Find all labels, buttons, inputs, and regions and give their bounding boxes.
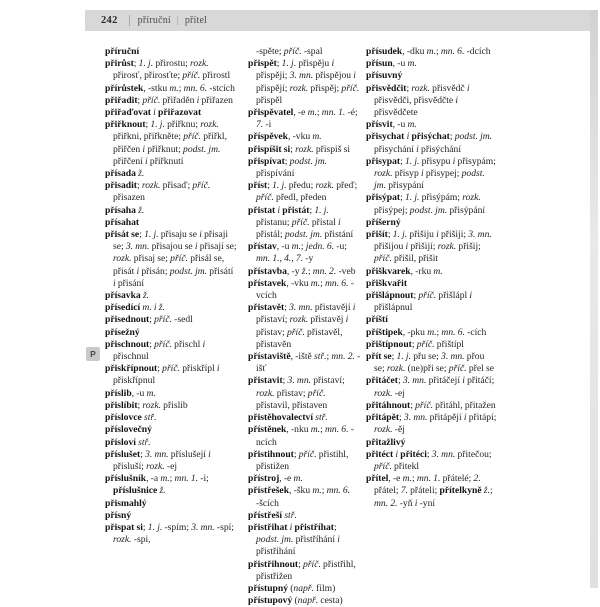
dictionary-entry: přistat i přistát; 1. j. přistanu; příč. přistal i přistál; podst. jm. přistání — [248, 204, 354, 241]
dictionary-entry: příštipek, -pku m.; mn. 6. -cích — [366, 326, 487, 338]
dictionary-entry: přitáčet; 3. mn. přitáčejí i přitáčí; rozk. -ej — [366, 375, 495, 399]
guide-word-separator: | — [176, 15, 179, 26]
dictionary-entry: přispěvatel, -e m.; mn. 1. -é; 7. -i — [248, 107, 358, 131]
column-1 — [105, 46, 238, 546]
dictionary-entry: příslovce stř. — [105, 412, 157, 424]
dictionary-entry: přísun, -u m. — [366, 58, 417, 70]
dictionary-entry: přisvědčit; rozk. přisvědč i přisvědči, přisvědčte i přisvědčete — [366, 82, 470, 119]
dictionary-entry: příslušet; 3. mn. příslušejí i přísluší; rozk. -ej — [105, 448, 211, 472]
dictionary-entry: přiřaďovat i přiřazovat — [105, 107, 202, 119]
dictionary-entry: přismahlý — [105, 497, 147, 509]
page-number: 242 — [101, 15, 118, 26]
dictionary-entry: přisychat i přisýchat; podst. jm. přisychání i přisýchání — [366, 131, 493, 155]
dictionary-entry: přístupný (např. film) — [248, 582, 336, 594]
dictionary-entry: přislíbit; rozk. přislib — [105, 399, 188, 411]
dictionary-entry: přistihnout; příč. přistihl, přistižen — [248, 448, 349, 472]
dictionary-entry: přísuvný — [366, 70, 403, 82]
dictionary-entry: přitažlivý — [366, 436, 406, 448]
dictionary-entry: přisýpat; 1. j. přisýpám; rozk. přisýpej; podst. jm. přisýpání — [366, 192, 486, 216]
dictionary-entry: příruční — [105, 46, 140, 57]
dictionary-entry: přístřešek, -šku m.; mn. 6. -šcích — [248, 485, 351, 509]
dictionary-entry: příšerný — [366, 216, 401, 228]
dictionary-entry: přístěnek, -nku m.; mn. 6. -ncích — [248, 424, 354, 448]
guide-word-last: přítel — [184, 15, 208, 26]
dictionary-entry: přít se; 1. j. přu se; 3. mn. přou se; rozk. (ne)při se; příč. přel se — [366, 351, 494, 375]
header-divider — [129, 15, 130, 26]
dictionary-entry: přísloví stř. — [105, 436, 151, 448]
dictionary-entry: přiřadit; příč. přiřaděn i přiřazen — [105, 94, 233, 106]
dictionary-entry: příslovečný — [105, 424, 152, 436]
guide-word-first: příruční — [137, 15, 171, 26]
dictionary-entry: přístroj, -e m. — [248, 473, 303, 485]
dictionary-entry: přísedící m. i ž. — [105, 302, 165, 314]
dictionary-entry: přisát se; 1. j. přisaju se i přisaji se; 3. mn. přisajou se i přisají se; rozk. přisaj se; příč. přisál se, přisát i přisán; podst. jm. přisátí i přisání — [105, 229, 237, 289]
page-header — [85, 10, 597, 31]
dictionary-entry: přístřeší stř. — [248, 509, 297, 521]
dictionary-entry: přístavek, -vku m.; mn. 6. -vcích — [248, 277, 354, 302]
dictionary-entry: přitéct i přitéci; 3. mn. přitečou; příč. přitekl — [366, 448, 492, 472]
dictionary-entry: příst; 1. j. předu; rozk. přeď; příč. předl, předen — [248, 180, 358, 204]
dictionary-entry: přišít; 1. j. přišiju i přišiji; 3. mn. přišijou i přišijí; rozk. přišij; příč. přišil, přišit — [366, 229, 492, 265]
dictionary-entry: přísahat — [105, 216, 140, 228]
dictionary-entry: přispět; 1. j. přispěju i přispěji; 3. mn. přispějou i přispějí; rozk. přispěj; příč. přispěl — [248, 58, 360, 106]
dictionary-entry: přistřihat i přistříhat; podst. jm. přistříhání i přistřihání — [248, 521, 340, 558]
dictionary-entry: přisednout; příč. -sedl — [105, 314, 193, 326]
dictionary-entry: přístavba, -y ž.; mn. 2. -veb — [248, 265, 356, 277]
dictionary-entry: přispat si; 1. j. -spím; 3. mn. -spí; rozk. -spi, — [105, 521, 234, 546]
dictionary-entry: přispívat; podst. jm. přispívání — [248, 155, 328, 180]
dictionary-entry: přísada ž. — [105, 168, 145, 180]
dictionary-entry-continuation: -spěte; příč. -spal — [256, 46, 323, 57]
thumb-index-tab-p: P — [86, 347, 100, 361]
dictionary-entry: přístaviště, -iště stř.; mn. 2. -išť — [248, 351, 361, 375]
column-2 — [248, 46, 361, 607]
dictionary-entry: příspěvek, -vku m. — [248, 131, 322, 143]
dictionary-entry: příslušník, -a m.; mn. 1. -i; příslušnice ž. — [105, 473, 209, 497]
page-edge-shading — [590, 10, 598, 588]
dictionary-entry: přísný — [105, 509, 132, 521]
dictionary-entry: přistřihnout; příč. přistřihl, přistřižen — [248, 558, 356, 582]
column-3 — [366, 46, 497, 510]
dictionary-entry: přištípnout; příč. přištípl — [366, 338, 464, 350]
dictionary-entry: přísvit, -u m. — [366, 119, 417, 131]
dictionary-entry: přiškvařit — [366, 277, 408, 289]
dictionary-entry: příslib, -u m. — [105, 387, 156, 399]
dictionary-entry: přiřknout; 1. j. přiřknu; rozk. přiřkni, přiřkněte; příč. přiřkl, přiřčen i přiřknut; podst. jm. přiřčení i přiřknutí — [105, 119, 227, 167]
dictionary-entry: přísežný — [105, 326, 140, 338]
dictionary-entry: přítel, -e m.; mn. 1. přátelé; 2. přátel; 7. přáteli; přítelkyně ž.; mn. 2. -yň i -yní — [366, 473, 493, 509]
dictionary-entry: přišlápnout; příč. přišlápl i přišlápnul — [366, 290, 473, 314]
dictionary-entry: přiskřípnout; příč. přiskřípl i přiskřípnul — [105, 363, 220, 387]
dictionary-entry: přistěhovalectví stř. — [248, 412, 328, 424]
dictionary-entry: přisypat; 1. j. přisypu i přisypám; rozk. přisyp i přisypej; podst. jm. přisypání — [366, 155, 496, 192]
dictionary-entry: přistavit; 3. mn. přistaví; rozk. přistav; příč. přistavil, přistaven — [248, 375, 345, 411]
dictionary-entry: přistavět; 3. mn. přistavějí i přistaví; rozk. přistavěj i přistav; příč. přistavěl, přistavěn — [248, 302, 356, 350]
dictionary-entry: přísavka ž. — [105, 290, 150, 302]
dictionary-entry: přispíšit si; rozk. přispiš si — [248, 143, 351, 155]
dictionary-entry: přísudek, -dku m.; mn. 6. -dcích — [366, 46, 491, 57]
dictionary-entry: přiškvarek, -rku m. — [366, 265, 443, 277]
dictionary-entry: příští — [366, 314, 388, 326]
dictionary-entry: přístupový (např. cesta) — [248, 595, 343, 607]
dictionary-entry: přírůstek, -stku m.; mn. 6. -stcích — [105, 82, 235, 94]
dictionary-entry: přirůst; 1. j. přirostu; rozk. přirosť, přirosťte; příč. přirostl — [105, 58, 231, 82]
dictionary-entry: přitápět; 3. mn. přitápějí i přitápí; rozk. -ěj — [366, 412, 497, 436]
dictionary-entry: přísaha ž. — [105, 204, 145, 216]
dictionary-entry: přitáhnout; příč. přitáhl, přitažen — [366, 399, 496, 411]
dictionary-entry: přischnout; příč. přischl i přischnul — [105, 338, 206, 363]
dictionary-entry: přístav, -u m.; jedn. 6. -u; mn. 1., 4., 7. -y — [248, 241, 347, 265]
dictionary-entry: přisadit; rozk. přisaď; příč. přisazen — [105, 180, 211, 204]
